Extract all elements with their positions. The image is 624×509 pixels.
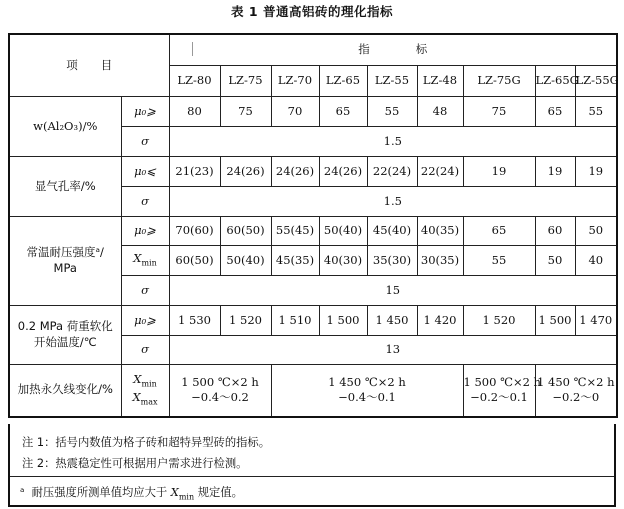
al2o3-sigma-value: 1.5 <box>169 127 617 157</box>
note-2: 注 2：热震稳定性可根据用户需求进行检测。 <box>22 457 248 470</box>
al2o3-value: 80 <box>169 97 220 127</box>
footnote-divider <box>10 476 614 477</box>
porosity-value: 21(23) <box>169 157 220 187</box>
strength-sigma-symbol: σ <box>121 276 169 306</box>
x-symbol: X <box>133 372 142 387</box>
note-1: 注 1：括号内数值为格子砖和超特异型砖的指标。 <box>22 436 271 449</box>
footnote-text: 耐压强度所测单值均应大于 <box>31 486 168 499</box>
strength-xmin-value: 50 <box>535 246 575 276</box>
strength-mu-symbol: μ₀⩾ <box>121 217 169 246</box>
porosity-label: 显气孔率/% <box>9 157 121 217</box>
porosity-value: 22(24) <box>367 157 417 187</box>
strength-xmin-value: 35(30) <box>367 246 417 276</box>
plc-group <box>535 365 617 417</box>
porosity-value: 19 <box>463 157 535 187</box>
al2o3-value: 55 <box>367 97 417 127</box>
refractoriness-value: 1 470 <box>575 306 617 336</box>
al2o3-value: 65 <box>535 97 575 127</box>
al2o3-value: 55 <box>575 97 617 127</box>
strength-mu-value: 60 <box>535 217 575 246</box>
porosity-value: 19 <box>535 157 575 187</box>
strength-label <box>9 217 121 306</box>
min-subscript: min <box>141 379 157 389</box>
plc-row <box>9 365 617 417</box>
grade-header: LZ-80 <box>169 66 220 97</box>
strength-mu-row <box>9 217 617 246</box>
strength-sigma-value: 15 <box>169 276 617 306</box>
min-subscript: min <box>141 258 157 268</box>
refractoriness-sigma-symbol: σ <box>121 336 169 365</box>
al2o3-mu-row <box>9 97 617 127</box>
al2o3-mu-symbol: μ₀⩾ <box>121 97 169 127</box>
refractoriness-value: 1 420 <box>417 306 463 336</box>
strength-mu-value: 50 <box>575 217 617 246</box>
porosity-value: 24(26) <box>271 157 319 187</box>
al2o3-label: w(Al₂O₃)/% <box>9 97 121 157</box>
refractoriness-label-line2: 开始温度/℃ <box>33 335 97 349</box>
strength-xmin-value: 40(30) <box>319 246 367 276</box>
strength-xmin-value: 40 <box>575 246 617 276</box>
spec-header-cell <box>169 34 617 66</box>
strength-xmin-symbol <box>121 246 169 276</box>
plc-condition: 1 500 ℃×2 h <box>463 374 541 389</box>
strength-xmin-value: 55 <box>463 246 535 276</box>
footnote-mark: ᵃ <box>20 486 25 499</box>
plc-label: 加热永久线变化/% <box>9 365 121 417</box>
plc-range: −0.2～0 <box>552 390 600 405</box>
x-symbol: X <box>133 251 142 266</box>
footnote-symbol <box>170 486 195 502</box>
refractoriness-label-line1: 0.2 MPa 荷重软化 <box>17 319 113 334</box>
plc-group <box>169 365 271 417</box>
plc-range: −0.4～0.2 <box>191 390 249 405</box>
al2o3-value: 75 <box>220 97 271 127</box>
strength-mu-value: 60(50) <box>220 217 271 246</box>
refractoriness-value: 1 530 <box>169 306 220 336</box>
porosity-mu-row <box>9 157 617 187</box>
refractoriness-mu-row <box>9 306 617 336</box>
grade-header: LZ-48 <box>417 66 463 97</box>
grade-header: LZ-65 <box>319 66 367 97</box>
grade-header: LZ-55 <box>367 66 417 97</box>
strength-mu-value: 40(35) <box>417 217 463 246</box>
porosity-value: 19 <box>575 157 617 187</box>
spec-table <box>8 33 618 418</box>
strength-label-line1: 常温耐压强度ᵃ/ <box>26 245 104 260</box>
refractoriness-value: 1 510 <box>271 306 319 336</box>
strength-xmin-value: 30(35) <box>417 246 463 276</box>
refractoriness-label <box>9 306 121 365</box>
item-header: 项 目 <box>66 57 113 72</box>
strength-xmin-value: 50(40) <box>220 246 271 276</box>
porosity-mu-symbol: μ₀⩽ <box>121 157 169 187</box>
max-subscript: max <box>140 397 158 407</box>
strength-mu-value: 55(45) <box>271 217 319 246</box>
plc-group <box>271 365 463 417</box>
refractoriness-value: 1 450 <box>367 306 417 336</box>
footnote <box>20 484 243 501</box>
header-row-1 <box>9 34 617 66</box>
table-title: 表 1 普通高铝砖的理化指标 <box>231 4 393 19</box>
plc-range: −0.2～0.1 <box>470 390 528 405</box>
plc-condition: 1 500 ℃×2 h <box>181 374 259 389</box>
refractoriness-sigma-value: 13 <box>169 336 617 365</box>
grade-header: LZ-70 <box>271 66 319 97</box>
refractoriness-value: 1 500 <box>535 306 575 336</box>
plc-condition: 1 450 ℃×2 h <box>537 374 615 389</box>
strength-mu-value: 50(40) <box>319 217 367 246</box>
refractoriness-mu-symbol: μ₀⩾ <box>121 306 169 336</box>
al2o3-value: 75 <box>463 97 535 127</box>
porosity-value: 24(26) <box>319 157 367 187</box>
strength-label-line2: MPa <box>53 261 77 275</box>
refractoriness-value: 1 520 <box>220 306 271 336</box>
x-symbol: X <box>170 486 179 499</box>
refractoriness-value: 1 500 <box>319 306 367 336</box>
notes-box <box>8 424 616 507</box>
grade-header: LZ-55G <box>575 66 617 97</box>
refractoriness-value: 1 520 <box>463 306 535 336</box>
spec-header: 指 标 <box>358 42 428 57</box>
plc-condition: 1 450 ℃×2 h <box>328 374 406 389</box>
grade-header: LZ-65G <box>535 66 575 97</box>
plc-range: −0.4～0.1 <box>338 390 396 405</box>
strength-mu-value: 70(60) <box>169 217 220 246</box>
al2o3-value: 65 <box>319 97 367 127</box>
strength-xmin-value: 60(50) <box>169 246 220 276</box>
al2o3-value: 48 <box>417 97 463 127</box>
porosity-value: 24(26) <box>220 157 271 187</box>
porosity-value: 22(24) <box>417 157 463 187</box>
strength-mu-value: 65 <box>463 217 535 246</box>
porosity-sigma-value: 1.5 <box>169 187 617 217</box>
plc-group <box>463 365 541 417</box>
item-header-cell <box>9 34 169 97</box>
plc-symbols <box>121 365 169 417</box>
porosity-sigma-symbol: σ <box>121 187 169 217</box>
strength-xmin-value: 45(35) <box>271 246 319 276</box>
strength-mu-value: 45(40) <box>367 217 417 246</box>
al2o3-value: 70 <box>271 97 319 127</box>
x-symbol: X <box>132 390 141 405</box>
grade-header: LZ-75G <box>463 66 535 97</box>
min-subscript: min <box>178 492 195 502</box>
footnote-text-end: 规定值。 <box>197 486 243 499</box>
al2o3-sigma-symbol: σ <box>121 127 169 157</box>
grade-header: LZ-75 <box>220 66 271 97</box>
ruler-mark <box>192 42 193 56</box>
